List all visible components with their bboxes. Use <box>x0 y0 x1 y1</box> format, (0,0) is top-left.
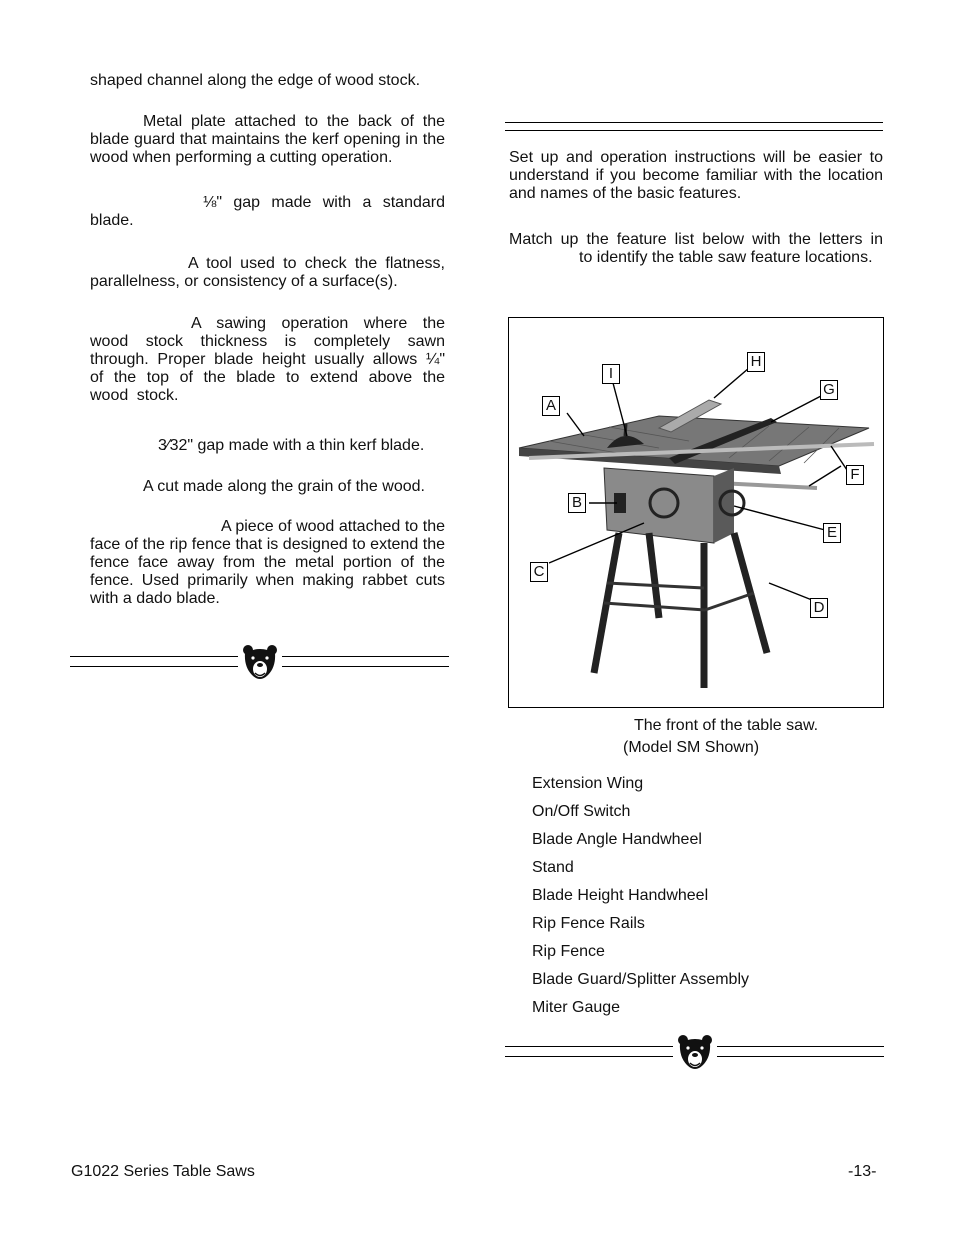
feature-item: Miter Gauge <box>532 999 621 1016</box>
grizzly-bear-logo-icon <box>677 1033 713 1073</box>
feature-item: Rip Fence Rails <box>532 915 645 932</box>
left-paragraph-3: ⅛" gap made with a standard blade. <box>90 194 445 229</box>
grizzly-bear-logo-icon <box>242 643 278 683</box>
figure-caption-line2: (Model SM Shown) <box>623 739 760 756</box>
left-paragraph-7: A cut made along the grain of the wood. <box>143 478 425 495</box>
page-number: -13- <box>848 1163 877 1180</box>
footer-title: G1022 Series Table Saws <box>71 1163 255 1180</box>
table-saw-figure <box>508 317 884 708</box>
left-paragraph-6: 3⁄32" gap made with a thin kerf blade. <box>158 437 425 454</box>
right-paragraph-2 <box>509 231 883 267</box>
right-paragraph-2-line1: Match up the feature list below with the letters in <box>509 231 883 248</box>
feature-item: Blade Angle Handwheel <box>532 831 702 848</box>
feature-item: Extension Wing <box>532 775 644 792</box>
label-i: I <box>602 364 620 384</box>
label-h: H <box>747 352 765 372</box>
label-a: A <box>542 396 560 416</box>
left-paragraph-4: A tool used to check the flatness, parallelness, or consistency of a surface(s). <box>90 255 445 290</box>
feature-item: Blade Height Handwheel <box>532 887 709 904</box>
label-f: F <box>846 465 864 485</box>
label-g: G <box>820 380 838 400</box>
label-e: E <box>823 523 841 543</box>
label-d: D <box>810 598 828 618</box>
right-paragraph-2-line2: to identify the table saw feature locations. <box>579 249 873 266</box>
feature-item: Blade Guard/Splitter Assembly <box>532 971 749 988</box>
left-paragraph-2: Metal plate attached to the back of the blade guard that maintains the kerf opening in the wood when performing a cutting operation. <box>90 113 445 166</box>
feature-item: On/Off Switch <box>532 803 631 820</box>
left-paragraph-8: A piece of wood attached to the face of the rip fence that is designed to extend the fence face away from the metal portion of the fence. Used primarily when making rabbet cuts with a dado blade. <box>90 518 445 607</box>
left-paragraph-5: A sawing operation where the wood stock thickness is completely sawn through. Proper blade height usually allows ¼" of the top of the blade to extend above the wood stock. <box>90 315 445 404</box>
right-paragraph-1: Set up and operation instructions will be easier to understand if you become familiar with the location and names of the basic features. <box>509 149 883 202</box>
table-saw-illustration <box>509 318 883 707</box>
left-paragraph-1: shaped channel along the edge of wood stock. <box>90 72 421 89</box>
feature-item: Stand <box>532 859 574 876</box>
label-b: B <box>568 493 586 513</box>
label-c: C <box>530 562 548 582</box>
figure-caption-line1: The front of the table saw. <box>634 717 819 734</box>
feature-item: Rip Fence <box>532 943 605 960</box>
